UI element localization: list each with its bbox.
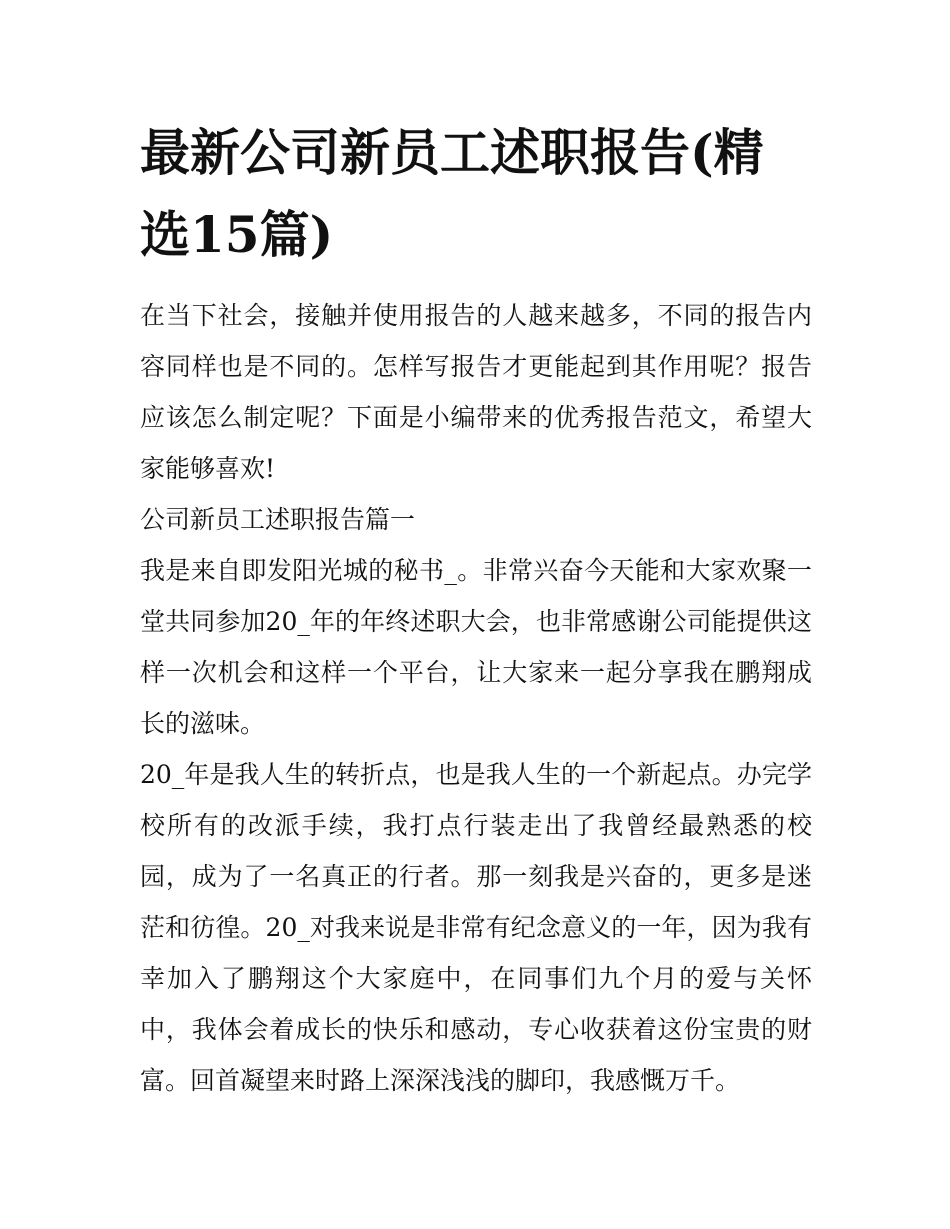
section-heading: 公司新员工述职报告篇一 [140,505,416,534]
document-page [140,112,812,1106]
body-paragraph-1: 我是来自即发阳光城的秘书_。非常兴奋今天能和大家欢聚一堂共同参加20_年的年终述职大会，也非常感谢公司能提供这样一次机会和这样一个平台，让大家来一起分享我在鹏翔成长的滋味。 [140,556,812,738]
body-paragraph-2: 20_年是我人生的转折点，也是我人生的一个新起点。办完学校所有的改派手续，我打点行装走出了我曾经最熟悉的校园，成为了一名真正的行者。那一刻我是兴奋的，更多是迷茫和彷徨。20_对我来说是非常有纪念意义的一年，因为我有幸加入了鹏翔这个大家庭中，在同事们九个月的爱与关怀中，我体会着成长的快乐和感动，专心收获着这份宝贵的财富。回首凝望来时路上深深浅浅的脚印，我感慨万千。 [140,760,812,1095]
intro-paragraph: 在当下社会，接触并使用报告的人越来越多，不同的报告内容同样也是不同的。怎样写报告才更能起到其作用呢？报告应该怎么制定呢？下面是小编带来的优秀报告范文，希望大家能够喜欢! [140,301,812,483]
document-title: 最新公司新员工述职报告(精选15篇) [140,123,764,264]
